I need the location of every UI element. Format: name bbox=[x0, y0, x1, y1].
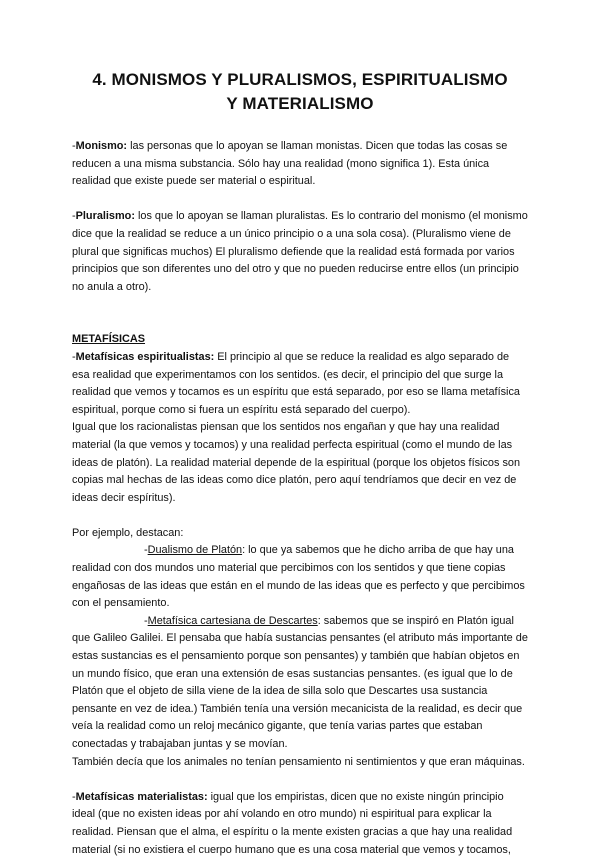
descartes-paragraph: -Metafísica cartesiana de Descartes: sabemos que se inspiró en Platón igual que Galileo Galilei. El pensaba que había sustancias pensantes (el atributo más importante de estas sustancias es el pensamiento porque son pensantes) y también que habían objetos en un mundo físico, que eran una extensión de esas sustancias pensantes. (es igual que lo de Platón que el objeto de silla viene de la idea de silla solo que Descartes usa sustancia pensante en vez de idea.) También tenía una versión mecanicista de la realidad, es decir que veía la realidad como un reloj mecánico gigante, que tenía varias partes que estaban conectadas y trabajaban juntas y se movían. bbox=[72, 614, 528, 750]
document-page bbox=[72, 68, 528, 859]
ejemplo-intro: Por ejemplo, destacan: bbox=[72, 526, 184, 539]
materialistas-paragraph: -Metafísicas materialistas: igual que los empiristas, dicen que no existe ningún principio ideal (que no existen ideas por ahí volando en otro mundo) ni espiritual para explicar la realidad. Piensan que el alma, el espíritu o la mente existen gracias a que hay una realidad material (si no existiera el cuerpo humano que es una cosa material que vemos y tocamos, bbox=[72, 790, 513, 856]
espiritualistas-paragraph: -Metafísicas espiritualistas: El principio al que se reduce la realidad es algo separado de esa realidad que experimentamos con los sentidos. (es decir, el principio del que surge la realidad que vemos y tocamos es un espíritu que está separado, por eso se llama metafísica espiritual, porque como si fuera un espíritu está separado del cuerpo). bbox=[72, 350, 520, 416]
title-line-1: 4. MONISMOS Y PLURALISMOS, ESPIRITUALISMO bbox=[92, 70, 508, 89]
monismo-paragraph: -Monismo: las personas que lo apoyan se llaman monistas. Dicen que todas las cosas se reducen a una misma substancia. Sólo hay una realidad (mono significa 1). Esta única realidad que existe puede ser material o espiritual. bbox=[72, 140, 508, 188]
title-line-2: Y MATERIALISMO bbox=[226, 94, 374, 113]
espiritualistas-term: Metafísicas espiritualistas: bbox=[75, 350, 215, 363]
metafisicas-heading: METAFÍSICAS bbox=[72, 333, 146, 346]
materialistas-term: Metafísicas materialistas: bbox=[75, 790, 208, 803]
monismo-term: Monismo: bbox=[75, 140, 128, 152]
pluralismo-paragraph: -Pluralismo: los que lo apoyan se llaman pluralistas. Es lo contrario del monismo (el monismo dice que la realidad se reduce a un único principio o a una sola cosa). (Pluralismo viene de plural que significas muchos) El pluralismo defiende que la realidad está formada por varios principios que son diferentes uno del otro y que no pueden reducirse entre ellos (un principio no anula a otro). bbox=[72, 210, 528, 293]
platon-paragraph: -Dualismo de Platón: lo que ya sabemos que he dicho arriba de que hay una realidad con dos mundos uno material que percibimos con los sentidos y que tiene copias engañosas de las ideas que están en el mundo de las ideas que es perfecto y que percibimos con el pensamiento. bbox=[72, 544, 525, 610]
page-title bbox=[72, 68, 528, 116]
espiritualistas-paragraph-2: Igual que los racionalistas piensan que los sentidos nos engañan y que hay una realidad material (la que vemos y tocamos) y una realidad perfecta espiritual (como el mundo de las ideas de platón). La realidad material depende de la espiritual (porque los objetos físicos son copias mal hechas de las ideas como dice platón, pero aquí tendríamos que decir en vez de ideas decir espíritus). bbox=[72, 421, 521, 504]
platon-term: Dualismo de Platón bbox=[147, 544, 243, 557]
pluralismo-term: Pluralismo: bbox=[75, 210, 135, 223]
descartes-paragraph-2: También decía que los animales no tenían pensamiento ni sentimientos y que eran máquinas. bbox=[72, 755, 525, 768]
descartes-term: Metafísica cartesiana de Descartes bbox=[147, 614, 318, 627]
